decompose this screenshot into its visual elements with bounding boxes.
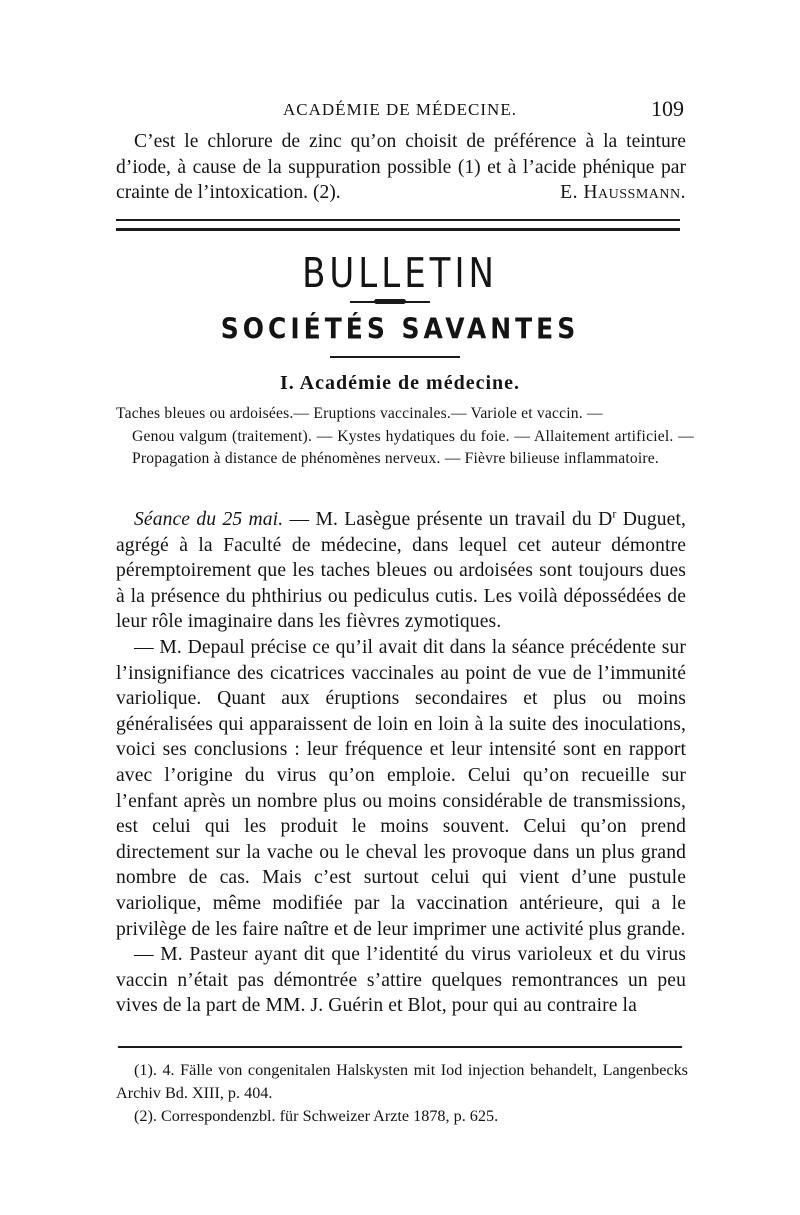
doctor-superscript: r	[612, 506, 617, 521]
seance-date: Séance du 25 mai.	[134, 509, 284, 530]
summary-first-line: Taches bleues ou ardoisées.— Eruptions vaccinales.— Variole et vaccin. —	[116, 405, 603, 422]
intro-text: C’est le chlorure de zinc qu’on choisit de préférence à la teinture d’iode, à cause de la suppuration possible (1) et à l’acide phénique par crainte de l’intoxication. (2).	[116, 131, 686, 204]
summary-rest: Genou valgum (traitement). — Kystes hydatiques du foie. — Allaitement artificiel. — Propagation à distance de phénomènes nerveux. — Fièvre bilieuse inflammatoire.	[132, 427, 694, 467]
short-rule-divider	[330, 356, 460, 358]
ornament-divider	[350, 300, 430, 304]
section-summary	[116, 403, 694, 471]
bulletin-title: BULLETIN	[302, 250, 498, 298]
running-head	[116, 96, 684, 126]
intro-paragraph	[116, 129, 686, 206]
body-paragraph-3: — M. Pasteur ayant dit que l’identité du virus varioleux et du virus vaccin n’était pas démontrée s’attire quelques remontrances un peu vives de la part de MM. J. Guérin et Blot, pour qui au contraire la	[116, 944, 686, 1017]
footnote-1: (1). 4. Fälle von congenitalen Halskysten mit Iod injection behandelt, Langenbecks Archiv Bd. XIII, p. 404.	[116, 1061, 688, 1102]
footnotes	[116, 1059, 688, 1128]
double-rule-divider	[116, 219, 680, 231]
body-paragraph-1	[116, 507, 686, 635]
page-number: 109	[651, 96, 684, 121]
author-signature: E. Haussmann.	[560, 182, 686, 204]
body-paragraph-2: — M. Depaul précise ce qu’il avait dit dans la séance précédente sur l’insignifiance des cicatrices vaccinales au point de vue de l’immunité variolique. Quant aux éruptions secondaires et plus ou moins généralisées qui apparaissent de loin en loin à la suite des inoculations, voici ses conclusions : leur fréquence et leur intensité sont en rapport avec l’origine du virus qu’on emploie. Celui qu’on recueille sur l’enfant après un nombre plus ou moins considérable de transmissions, est celui qui les produit le moins souvent. Celui qu’on prend directement sur la vache ou le cheval les provoque dans un plus grand nombre de cas. Mais c’est surtout celui qui vient d’une pustule variolique, même modifiée par la vaccination antérieure, qui a le privilège de les faire naître et de leur imprimer une activité plus grande.	[116, 636, 686, 940]
paragraph-1-part-b: Duguet, agrégé à la Faculté de médecine, dans lequel cet auteur démontre péremptoirement que les taches bleues ou ardoisées sont toujours dues à la présence du phthirius ou pediculus cutis. Les voilà dépossédées de leur rôle imaginaire dans les fièvres zymotiques.	[116, 509, 687, 633]
body-text	[116, 507, 686, 1019]
paragraph-1-part-a: — M. Lasègue présente un travail du D	[283, 509, 613, 530]
societes-savantes-title: SOCIÉTÉS SAVANTES	[220, 312, 580, 346]
running-title: ACADÉMIE DE MÉDECINE.	[283, 100, 517, 119]
footnote-2: (2). Correspondenzbl. für Schweizer Arzte 1878, p. 625.	[134, 1107, 499, 1125]
section-heading: I. Académie de médecine.	[279, 372, 521, 394]
footnote-rule	[118, 1046, 682, 1048]
